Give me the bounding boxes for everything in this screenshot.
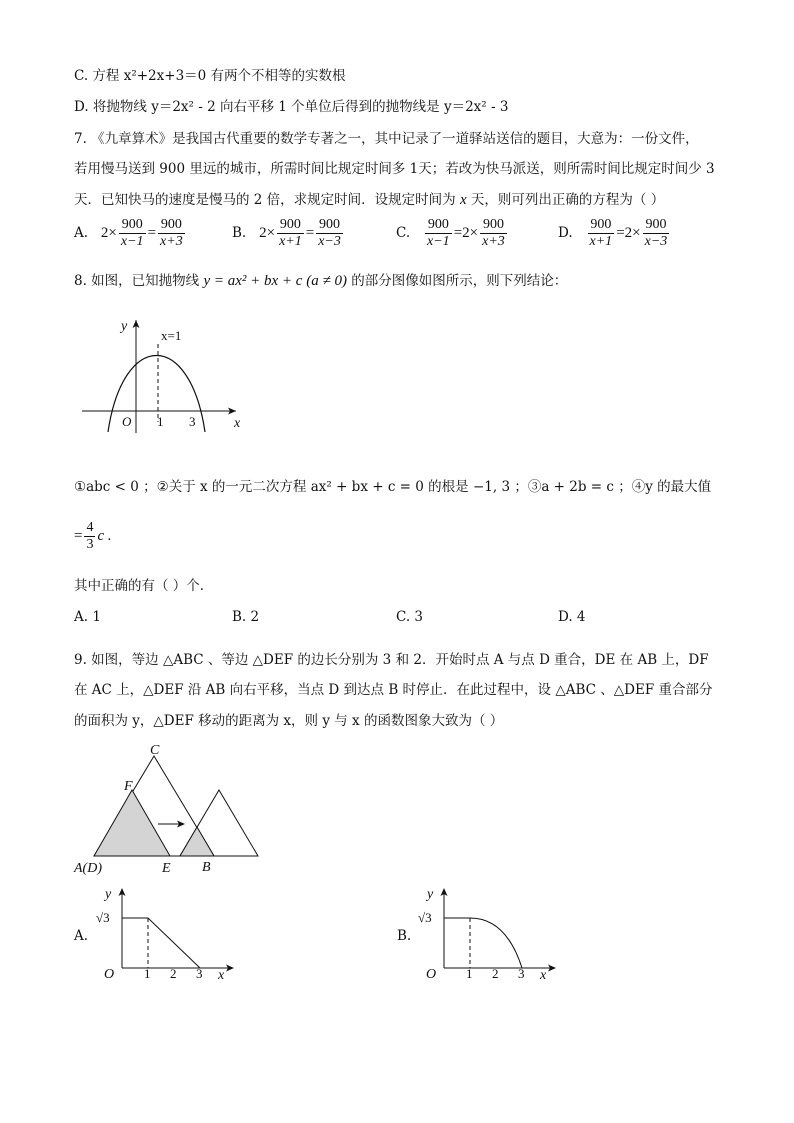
q6-option-d: D. 将抛物线 y＝2x² - 2 向右平移 1 个单位后得到的抛物线是 y＝2x² - 3 [74,99,509,115]
q9-graph-a-letter: A. [74,928,89,944]
q7-option-b: B. 2× $\frac{900}{x+1}$ = $\frac{900}{x-3}$ [232,217,341,249]
q9-graph-b-t1: 1 [466,966,473,981]
q9-stem-line1: 9. 如图，等边 △ABC 、等边 △DEF 的边长分别为 3 和 2．开始时点 A 与点 D 重合，DE 在 AB 上，DF [74,652,709,668]
q9-graph-a-y: y [105,887,112,902]
q7-option-c: C. $\frac{900}{x-1}$ =2× $\frac{900}{x+3}$ [396,217,505,249]
q9-graph-b [416,882,566,982]
q9-graph-b-root3: √3 [418,910,432,925]
q9-graph-b-curve [444,918,522,968]
q9-graph-b-origin: O [426,967,437,982]
q9-graph-a-x: x [218,968,225,982]
q9-graph-a-root3: √3 [96,910,110,925]
q9-graph-b-letter: B. [397,928,412,944]
q8-y-axis [133,320,140,433]
q9-label-ad: A(D) [74,861,102,876]
q9-graph-a-curve [122,918,200,968]
q9-stem-line2: 在 AC 上，△DEF 沿 AB 向右平移，当点 D 到达点 B 时停止．在此过程中，设 △ABC 、△DEF 重合部分 [74,682,713,698]
q7-stem-line3: 天．已知快马的速度是慢马的 2 倍，求规定时间．设规定时间为 x 天，则可列出正确的方程为（ ） [74,192,665,208]
q7-options [74,218,734,260]
q8-label-origin: O [122,414,132,429]
q9-arrow-icon [158,821,185,828]
q8-tick-3: 3 [189,414,196,429]
q7-stem-line1: 7. 《九章算术》是我国古代重要的数学专著之一，其中记录了一道驿站送信的题目，大意为：一份文件， [74,131,699,147]
q8-question: 其中正确的有（ ）个． [74,578,214,594]
q6-option-c: C. 方程 x²+2x+3＝0 有两个不相等的实数根 [74,68,346,84]
q9-label-b: B [202,860,211,875]
q8-option-a: A. 1 [74,609,101,625]
q9-graph-b-x: x [540,968,547,982]
q9-stem-line3: 的面积为 y，△DEF 移动的距离为 x，则 y 与 x 的函数图象大致为（ ） [74,713,504,729]
q9-graph-a-t2: 2 [170,966,177,981]
q9-graph-a-origin: O [104,967,115,982]
q9-label-c: C [150,743,160,758]
q8-conclusion-4-tail: = $\frac{4}{3}$ c . [74,520,112,552]
q9-triangle-figure [72,740,272,876]
q7-option-d: D. $\frac{900}{x+1}$ =2× $\frac{900}{x-3}$ [558,217,668,249]
q8-tick-1: 1 [157,414,164,429]
q8-conclusions: ①abc < 0 ；②关于 x 的一元二次方程 ax² + bx + c = 0 的根是 −1, 3 ；③a + 2b = c ；④y 的最大值 [74,479,712,495]
q9-triangle-def-shaded [94,790,170,856]
q9-overlap-region [180,827,214,856]
q8-parabola-graph [78,310,248,435]
q8-option-b: B. 2 [232,609,260,625]
q8-label-x: x [234,416,241,431]
q8-label-x1: x=1 [161,328,182,343]
q9-graph-a-t1: 1 [144,966,151,981]
q8-option-c: C. 3 [396,609,424,625]
q9-label-e: E [162,861,171,876]
q9-label-f: F [124,779,133,794]
q8-stem: 8. 如图，已知抛物线 y = ax² + bx + c (a ≠ 0) 的部分图像如图所示，则下列结论： [74,273,568,289]
q7-option-a: A. 2× $\frac{900}{x-1}$ = $\frac{900}{x+3}$ [74,217,183,249]
q8-option-d: D. 4 [558,609,586,625]
q9-graph-a [94,882,244,982]
q9-graph-b-y: y [427,887,434,902]
q8-label-y: y [121,319,128,334]
q7-stem-line2: 若用慢马送到 900 里远的城市，所需时间比规定时间多 1天；若改为快马派送，则所需时间比规定时间少 3 [74,161,715,177]
q9-graph-a-t3: 3 [196,966,203,981]
q9-graph-b-t3: 3 [518,966,525,981]
q9-graph-b-t2: 2 [492,966,499,981]
